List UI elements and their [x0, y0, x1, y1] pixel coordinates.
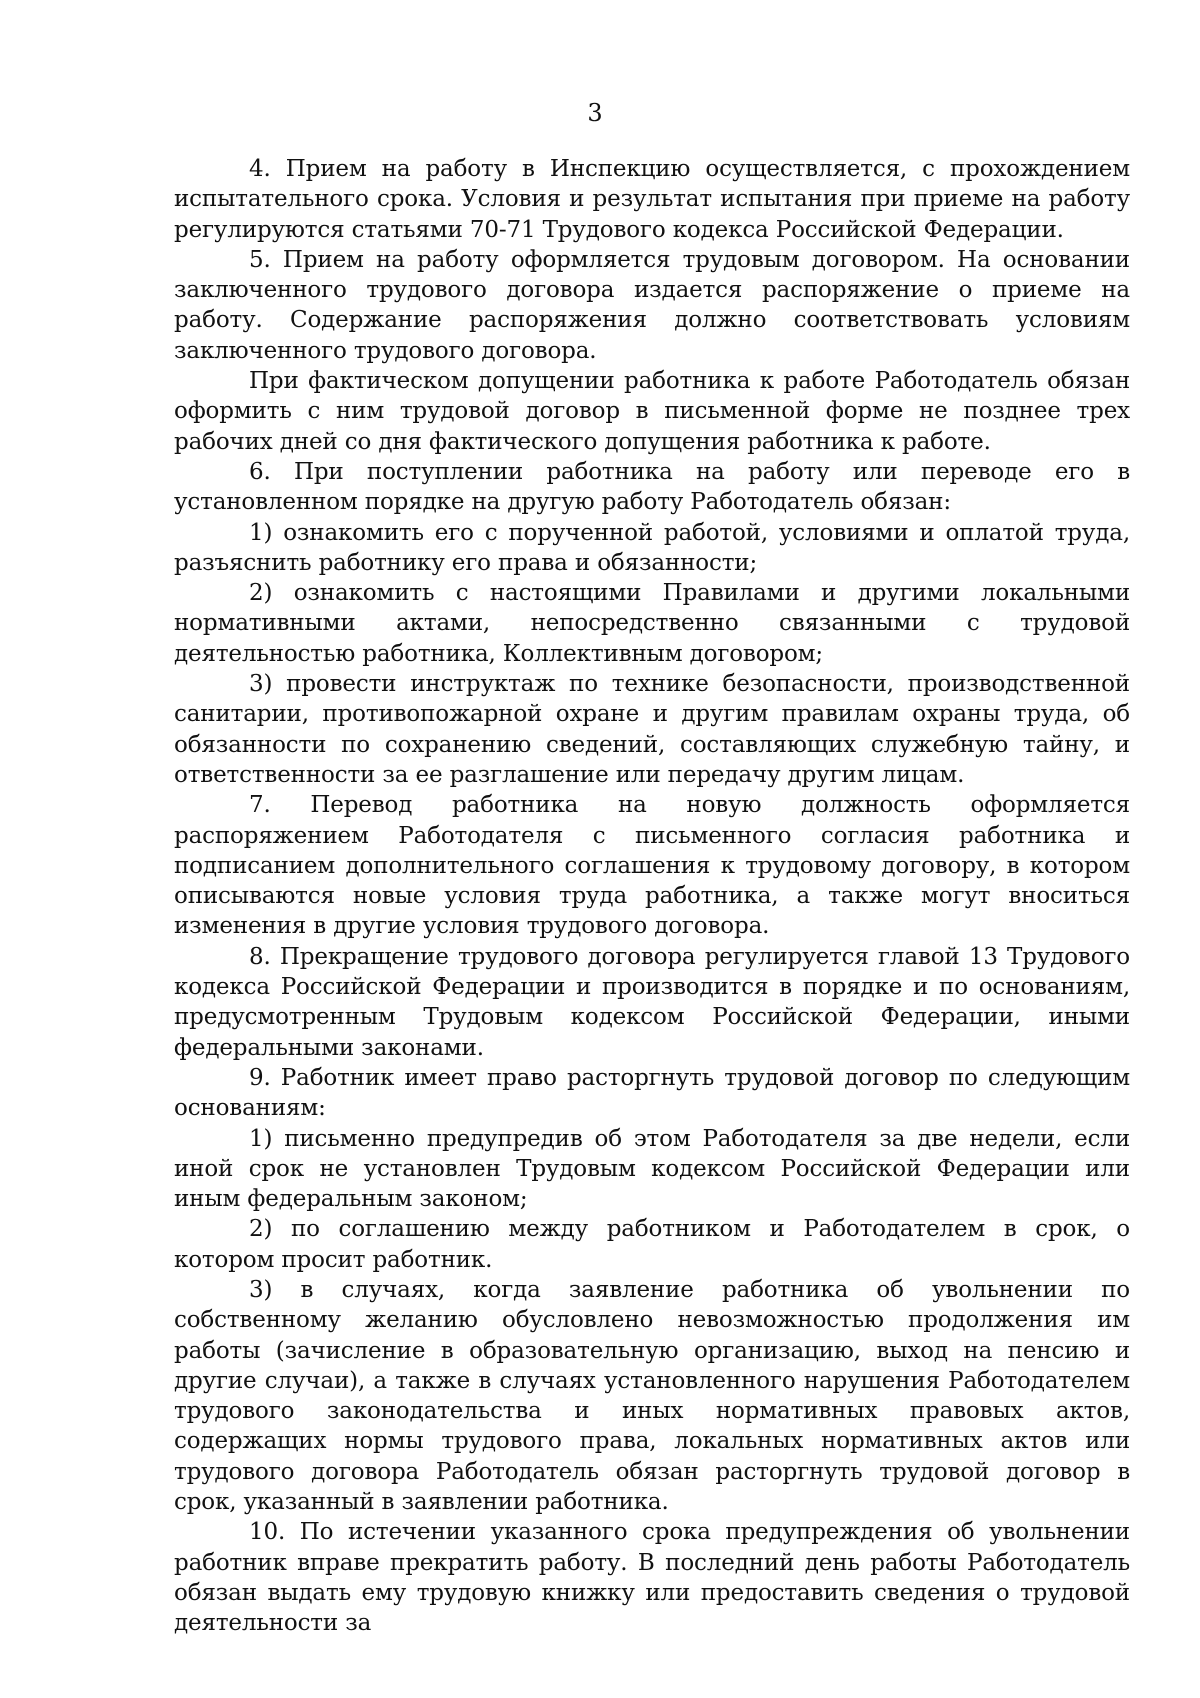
paragraph-7-transfer: 7. Перевод работника на новую должность оформляется распоряжением Работодателя с письменного согласия работника и подписанием дополнительного соглашения к трудовому договору, в котором описываются новые условия труда работника, а также могут вноситься изменения в другие условия трудового договора.	[174, 792, 1130, 940]
list-item-9-2: 2) по соглашению между работником и Работодателем в срок, о котором просит работник.	[174, 1216, 1130, 1273]
paragraph-5-employment-contract: 5. Прием на работу оформляется трудовым договором. На основании заключенного трудового договора издается распоряжение о приеме на работу. Содержание распоряжения должно соответствовать условиям заключенного трудового договора.	[174, 246, 1130, 364]
paragraph-6-employer-obligations: 6. При поступлении работника на работу или переводе его в установленном порядке на другую работу Работодатель обязан:	[174, 458, 1130, 516]
paragraph-9-employee-right: 9. Работник имеет право расторгнуть трудовой договор по следующим основаниям:	[174, 1064, 1130, 1122]
list-item-6-1: 1) ознакомить его с порученной работой, условиями и оплатой труда, разъяснить работнику его права и обязанности;	[174, 519, 1130, 576]
list-item-6-3: 3) провести инструктаж по технике безопасности, производственной санитарии, противопожарной охране и другим правилам охраны труда, об обязанности по сохранению сведений, составляющих служебную тайну, и ответственности за ее разглашение или передачу другим лицам.	[174, 671, 1130, 788]
list-item-9-1: 1) письменно предупредив об этом Работодателя за две недели, если иной срок не установлен Трудовым кодексом Российской Федерации или иным федеральным законом;	[174, 1125, 1130, 1213]
paragraph-actual-admission: При фактическом допущении работника к работе Работодатель обязан оформить с ним трудовой договор в письменной форме не позднее трех рабочих дней со дня фактического допущения работника к работе.	[174, 368, 1130, 455]
document-body	[174, 154, 1130, 1639]
list-item-9-3: 3) в случаях, когда заявление работника об увольнении по собственному желанию обусловлено невозможностью продолжения им работы (зачисление в образовательную организацию, выход на пенсию и другие случаи), а также в случаях установленного нарушения Работодателем трудового законодательства и иных нормативных правовых актов, содержащих нормы трудового права, локальных нормативных актов или трудового договора Работодатель обязан расторгнуть трудовой договор в срок, указанный в заявлении работника.	[174, 1276, 1130, 1516]
paragraph-4-hiring-probation: 4. Прием на работу в Инспекцию осуществляется, с прохождением испытательного срока. Условия и результат испытания при приеме на работу регулируются статьями 70-71 Трудового кодекса Российской Федерации.	[174, 156, 1130, 243]
paragraph-10-notice-expiry: 10. По истечении указанного срока предупреждения об увольнении работник вправе прекратить работу. В последний день работы Работодатель обязан выдать ему трудовую книжку или предоставить сведения о трудовой деятельности за	[174, 1519, 1130, 1637]
list-item-6-2: 2) ознакомить с настоящими Правилами и другими локальными нормативными актами, непосредственно связанными с трудовой деятельностью работника, Коллективным договором;	[174, 580, 1130, 667]
paragraph-8-termination: 8. Прекращение трудового договора регулируется главой 13 Трудового кодекса Российской Федерации и производится в порядке и по основаниям, предусмотренным Трудовым кодексом Российской Федерации, иными федеральными законами.	[174, 943, 1130, 1061]
page-number: 3	[587, 99, 603, 127]
